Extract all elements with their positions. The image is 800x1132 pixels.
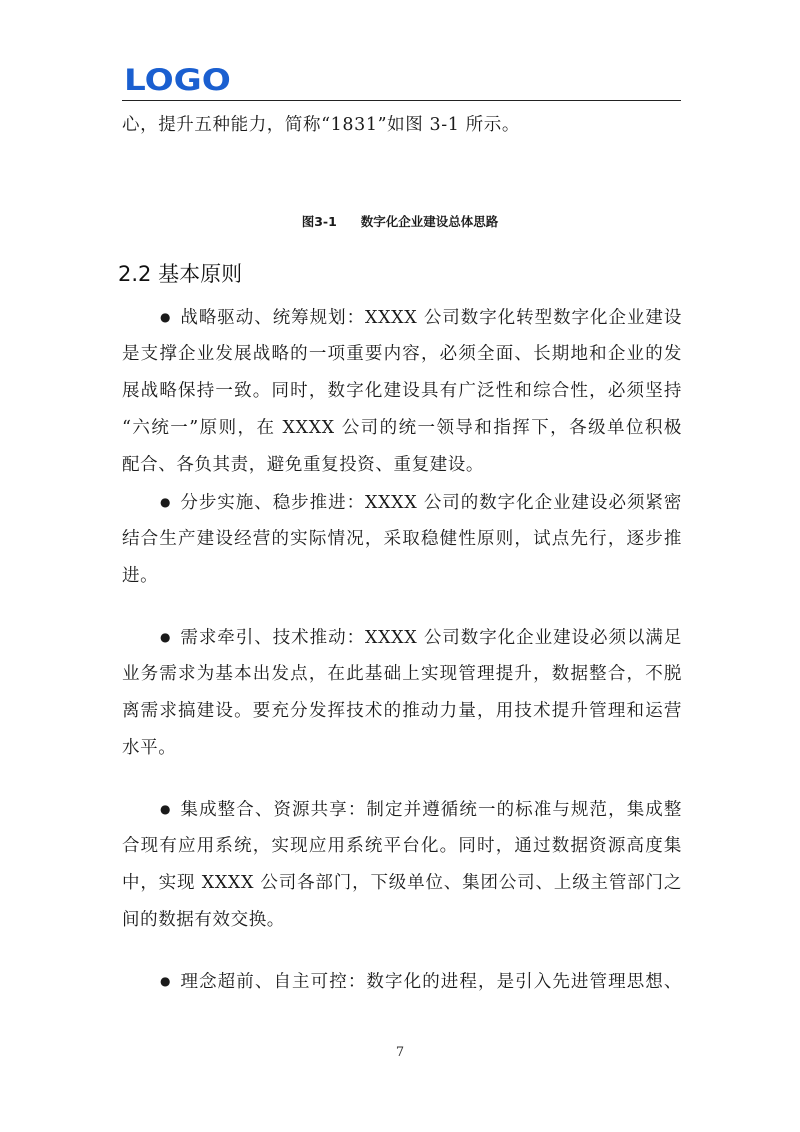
principle-1-line-3: 展战略保持一致。同时，数字化建设具有广泛性和综合性，必须坚持 — [122, 381, 682, 401]
page-header — [122, 64, 681, 101]
principle-1-line-2: 是支撑企业发展战略的一项重要内容，必须全面、长期地和企业的发 — [122, 344, 682, 364]
principle-1-line-4: “六统一”原则，在 XXXX 公司的统一领导和指挥下，各级单位积极 — [122, 418, 682, 438]
bullet-icon: ● — [160, 974, 172, 988]
bullet-icon: ● — [160, 802, 172, 816]
principle-3-line-2: 业务需求为基本出发点，在此基础上实现管理提升，数据整合，不脱 — [122, 664, 682, 684]
figure-title: 数字化企业建设总体思路 — [360, 214, 499, 229]
principle-3-line-1: ● 需求牵引、技术推动：XXXX 公司数字化企业建设必须以满足 — [160, 625, 682, 650]
principle-4-line-4: 间的数据有效交换。 — [122, 910, 285, 930]
figure-number: 图3-1 — [301, 214, 337, 229]
logo: LOGO — [124, 63, 231, 97]
figure-caption — [0, 212, 800, 230]
principle-1-line-5: 配合、各负其责，避免重复投资、重复建设。 — [122, 455, 484, 475]
principle-2-line-1: ● 分步实施、稳步推进：XXXX 公司的数字化企业建设必须紧密 — [160, 490, 682, 515]
bullet-icon: ● — [160, 310, 172, 324]
section-title: 2.2 基本原则 — [118, 262, 243, 286]
principle-4-line-1: ● 集成整合、资源共享：制定并遵循统一的标准与规范，集成整 — [160, 797, 682, 822]
bullet-icon: ● — [160, 495, 172, 509]
principle-4-line-2: 合现有应用系统，实现应用系统平台化。同时，通过数据资源高度集 — [122, 836, 682, 856]
principle-2-line-3: 进。 — [122, 566, 159, 586]
page-number: 7 — [395, 1045, 405, 1060]
intro-line: 心，提升五种能力，简称“1831”如图 3-1 所示。 — [122, 115, 520, 135]
principle-3-line-3: 离需求搞建设。要充分发挥技术的推动力量，用技术提升管理和运营 — [122, 701, 682, 721]
principle-5-line-1: ● 理念超前、自主可控：数字化的进程，是引入先进管理思想、 — [160, 969, 682, 994]
bullet-icon: ● — [160, 630, 172, 644]
principle-4-line-3: 中，实现 XXXX 公司各部门，下级单位、集团公司、上级主管部门之 — [122, 873, 682, 893]
principle-2-line-2: 结合生产建设经营的实际情况，采取稳健性原则，试点先行，逐步推 — [122, 529, 682, 549]
principle-1-line-1: ● 战略驱动、统筹规划：XXXX 公司数字化转型数字化企业建设 — [160, 305, 682, 330]
principle-3-line-4: 水平。 — [122, 738, 177, 758]
